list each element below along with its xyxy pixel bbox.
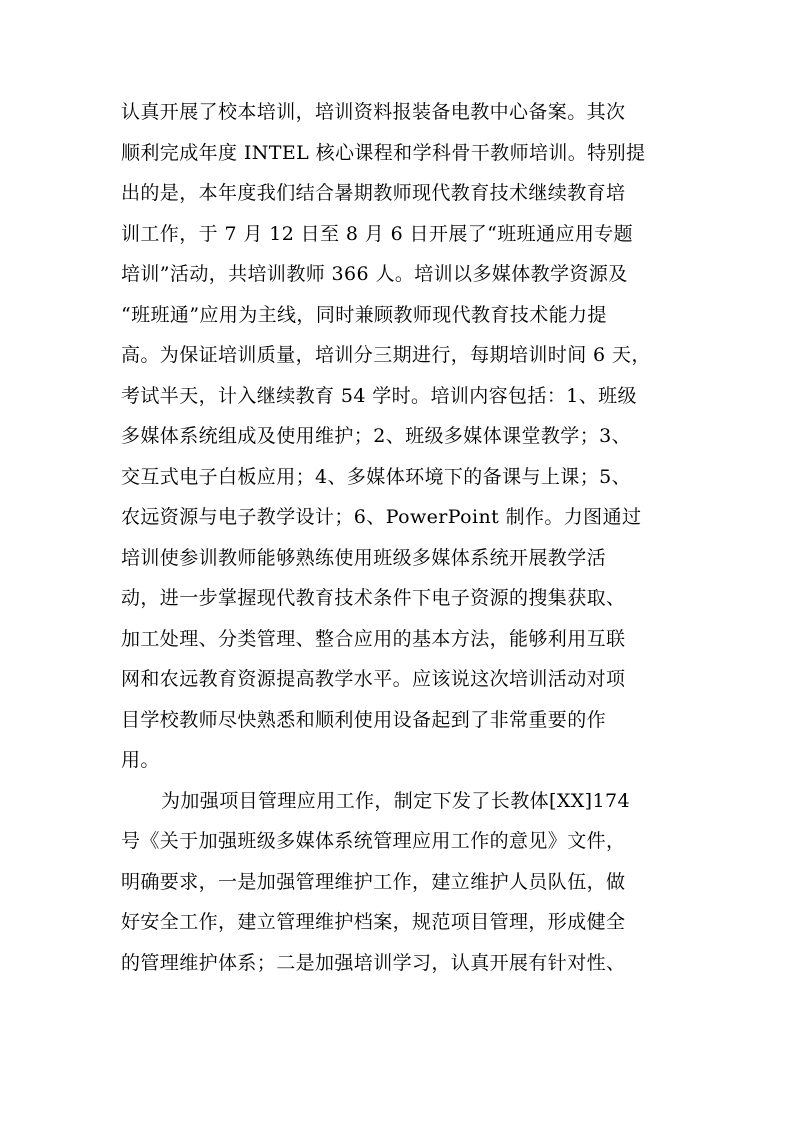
- text-line: 农远资源与电子教学设计；6、PowerPoint 制作。力图通过: [121, 506, 642, 528]
- text-line: “班班通”应用为主线，同时兼顾教师现代教育技术能力提: [121, 303, 607, 326]
- text-line: 培训使参训教师能够熟练使用班级多媒体系统开展教学活: [121, 546, 607, 569]
- text-line: 号《关于加强班级多媒体系统管理应用工作的意见》文件，: [121, 830, 626, 852]
- text-line: 加工处理、分类管理、整合应用的基本方法，能够利用互联: [121, 627, 626, 650]
- text-line: 交互式电子白板应用；4、多媒体环境下的备课与上课；5、: [121, 465, 631, 488]
- text-line: 动，进一步掌握现代教育技术条件下电子资源的搜集获取、: [121, 587, 626, 609]
- text-line: 的管理维护体系；二是加强培训学习，认真开展有针对性、: [121, 951, 626, 974]
- text-line: 认真开展了校本培训，培训资料报装备电教中心备案。其次: [121, 101, 626, 123]
- text-line: 好安全工作，建立管理维护档案，规范项目管理，形成健全: [121, 911, 626, 933]
- text-line: 目学校教师尽快熟悉和顺利使用设备起到了非常重要的作: [121, 708, 607, 731]
- text-line: 明确要求，一是加强管理维护工作，建立维护人员队伍，做: [121, 870, 626, 893]
- text-line: 考试半天，计入继续教育 54 学时。培训内容包括：1、班级: [121, 384, 637, 407]
- text-line: 高。为保证培训质量，培训分三期进行，每期培训时间 6 天，: [121, 344, 651, 366]
- text-line: 训工作，于 7 月 12 日至 8 月 6 日开展了“班班通应用专题: [121, 222, 634, 245]
- text-line: 用。: [121, 749, 160, 771]
- paragraph-first-line: 为加强项目管理应用工作，制定下发了长教体[XX]174: [161, 789, 630, 812]
- text-line: 多媒体系统组成及使用维护；2、班级多媒体课堂教学；3、: [121, 425, 631, 447]
- text-line: 出的是，本年度我们结合暑期教师现代教育技术继续教育培: [121, 182, 626, 204]
- document-body: [121, 92, 701, 983]
- text-line: 培训”活动，共培训教师 366 人。培训以多媒体教学资源及: [121, 263, 628, 285]
- text-line: 顺利完成年度 INTEL 核心课程和学科骨干教师培训。特别提: [121, 141, 646, 164]
- text-line: 网和农远教育资源提高教学水平。应该说这次培训活动对项: [121, 668, 626, 690]
